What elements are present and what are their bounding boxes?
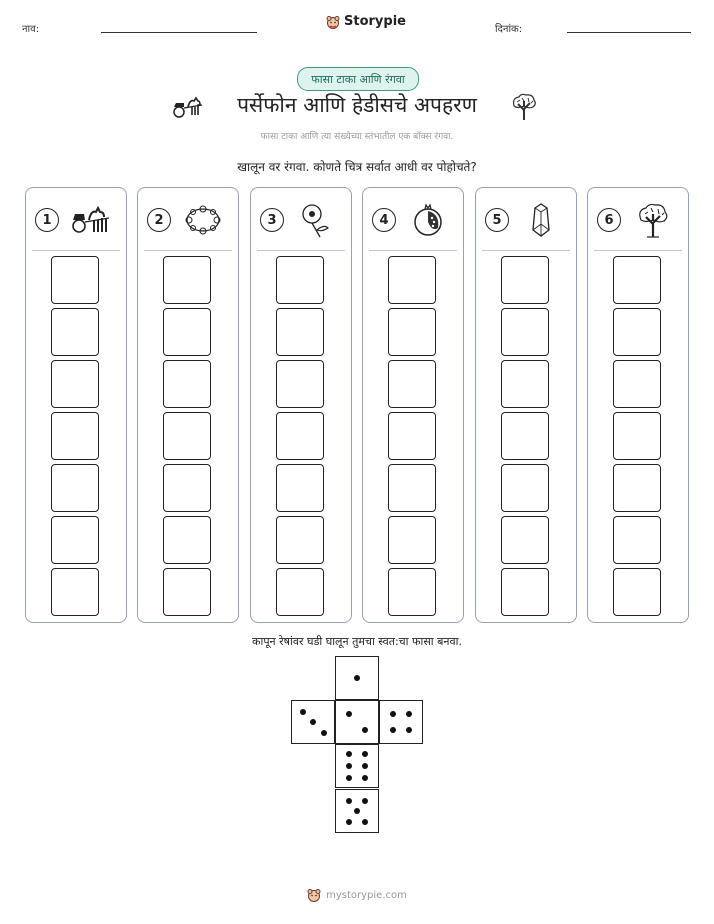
die-pip [362, 819, 368, 825]
chariot-icon [69, 202, 113, 238]
color-box[interactable] [51, 360, 99, 408]
date-label: दिनांक: [495, 24, 523, 35]
die-face-3 [291, 700, 335, 744]
tree-title-icon [509, 92, 539, 122]
die-pip [362, 751, 368, 757]
color-box[interactable] [388, 256, 436, 304]
color-box[interactable] [51, 308, 99, 356]
column-number: 4 [372, 208, 396, 232]
die-pip [346, 798, 352, 804]
color-box[interactable] [276, 464, 324, 512]
column-number: 1 [35, 208, 59, 232]
color-box[interactable] [276, 412, 324, 460]
color-box[interactable] [501, 412, 549, 460]
column-divider [257, 250, 345, 251]
poppy-flower-icon [294, 202, 338, 238]
color-box[interactable] [388, 412, 436, 460]
color-box[interactable] [163, 256, 211, 304]
column-divider [32, 250, 120, 251]
die-pip [346, 819, 352, 825]
tree-icon [631, 202, 675, 238]
color-box[interactable] [613, 516, 661, 564]
die-pip [310, 719, 316, 725]
column-divider [594, 250, 682, 251]
color-box[interactable] [388, 568, 436, 616]
column-number: 6 [597, 208, 621, 232]
die-face-5 [335, 789, 379, 833]
date-line [567, 32, 691, 33]
color-box[interactable] [276, 360, 324, 408]
brand-logo [326, 14, 406, 29]
die-pip [346, 751, 352, 757]
color-box[interactable] [501, 464, 549, 512]
color-box[interactable] [51, 256, 99, 304]
color-box[interactable] [613, 464, 661, 512]
column-3 [250, 187, 352, 623]
die-pip [362, 763, 368, 769]
footer-url: mystorypie.com [326, 889, 407, 901]
color-box[interactable] [51, 464, 99, 512]
column-divider [144, 250, 232, 251]
instruction: खालून वर रंगवा. कोणते चित्र सर्वात आधी वर पोहोचते? [237, 160, 477, 174]
column-divider [369, 250, 457, 251]
color-box[interactable] [388, 360, 436, 408]
die-pip [406, 727, 412, 733]
color-box[interactable] [276, 568, 324, 616]
color-box[interactable] [613, 412, 661, 460]
color-box[interactable] [613, 256, 661, 304]
color-box[interactable] [501, 568, 549, 616]
die-face-1 [335, 656, 379, 700]
color-box[interactable] [163, 412, 211, 460]
crystal-icon [519, 202, 563, 238]
die-pip [346, 775, 352, 781]
color-box[interactable] [51, 412, 99, 460]
die-face-4 [379, 700, 423, 744]
color-box[interactable] [613, 568, 661, 616]
brand-name: Storypie [344, 14, 406, 29]
name-line [101, 32, 257, 33]
color-box[interactable] [501, 256, 549, 304]
color-box[interactable] [163, 516, 211, 564]
die-pip [321, 730, 327, 736]
column-divider [482, 250, 570, 251]
die-pip [362, 775, 368, 781]
color-box[interactable] [163, 464, 211, 512]
column-number: 2 [147, 208, 171, 232]
column-1 [25, 187, 127, 623]
color-box[interactable] [276, 308, 324, 356]
color-box[interactable] [501, 516, 549, 564]
die-pip [300, 709, 306, 715]
die-pip [346, 763, 352, 769]
die-pip [354, 675, 360, 681]
die-face-6 [335, 744, 379, 788]
color-box[interactable] [163, 360, 211, 408]
page-title: पर्सेफोन आणि हेडीसचे अपहरण [237, 93, 477, 117]
column-6 [587, 187, 689, 623]
storypie-mascot-icon [307, 888, 321, 902]
column-number: 3 [260, 208, 284, 232]
color-box[interactable] [163, 308, 211, 356]
die-pip [390, 711, 396, 717]
subtitle: फासा टाका आणि त्या संख्येच्या स्तंभातील एक बॉक्स रंगवा. [260, 132, 454, 142]
flower-wreath-icon [181, 202, 225, 238]
cut-instruction: कापून रेषांवर घडी घालून तुमचा स्वत:चा फासा बनवा. [252, 635, 462, 648]
color-box[interactable] [613, 308, 661, 356]
column-number: 5 [485, 208, 509, 232]
die-face-2 [335, 700, 379, 744]
die-pip [362, 727, 368, 733]
color-box[interactable] [388, 464, 436, 512]
footer [0, 888, 714, 902]
die-pip [406, 711, 412, 717]
color-box[interactable] [388, 516, 436, 564]
color-box[interactable] [51, 568, 99, 616]
die-pip [354, 808, 360, 814]
die-pip [346, 711, 352, 717]
activity-badge: फासा टाका आणि रंगवा [297, 67, 419, 91]
color-box[interactable] [276, 516, 324, 564]
column-2 [137, 187, 239, 623]
color-box[interactable] [276, 256, 324, 304]
pomegranate-icon [406, 202, 450, 238]
color-box[interactable] [51, 516, 99, 564]
color-box[interactable] [501, 308, 549, 356]
die-pip [390, 727, 396, 733]
color-box[interactable] [501, 360, 549, 408]
die-pip [362, 798, 368, 804]
column-4 [362, 187, 464, 623]
column-5 [475, 187, 577, 623]
color-box[interactable] [163, 568, 211, 616]
storypie-mascot-icon [326, 15, 340, 29]
color-box[interactable] [613, 360, 661, 408]
name-label: नाव: [22, 24, 40, 35]
color-box[interactable] [388, 308, 436, 356]
